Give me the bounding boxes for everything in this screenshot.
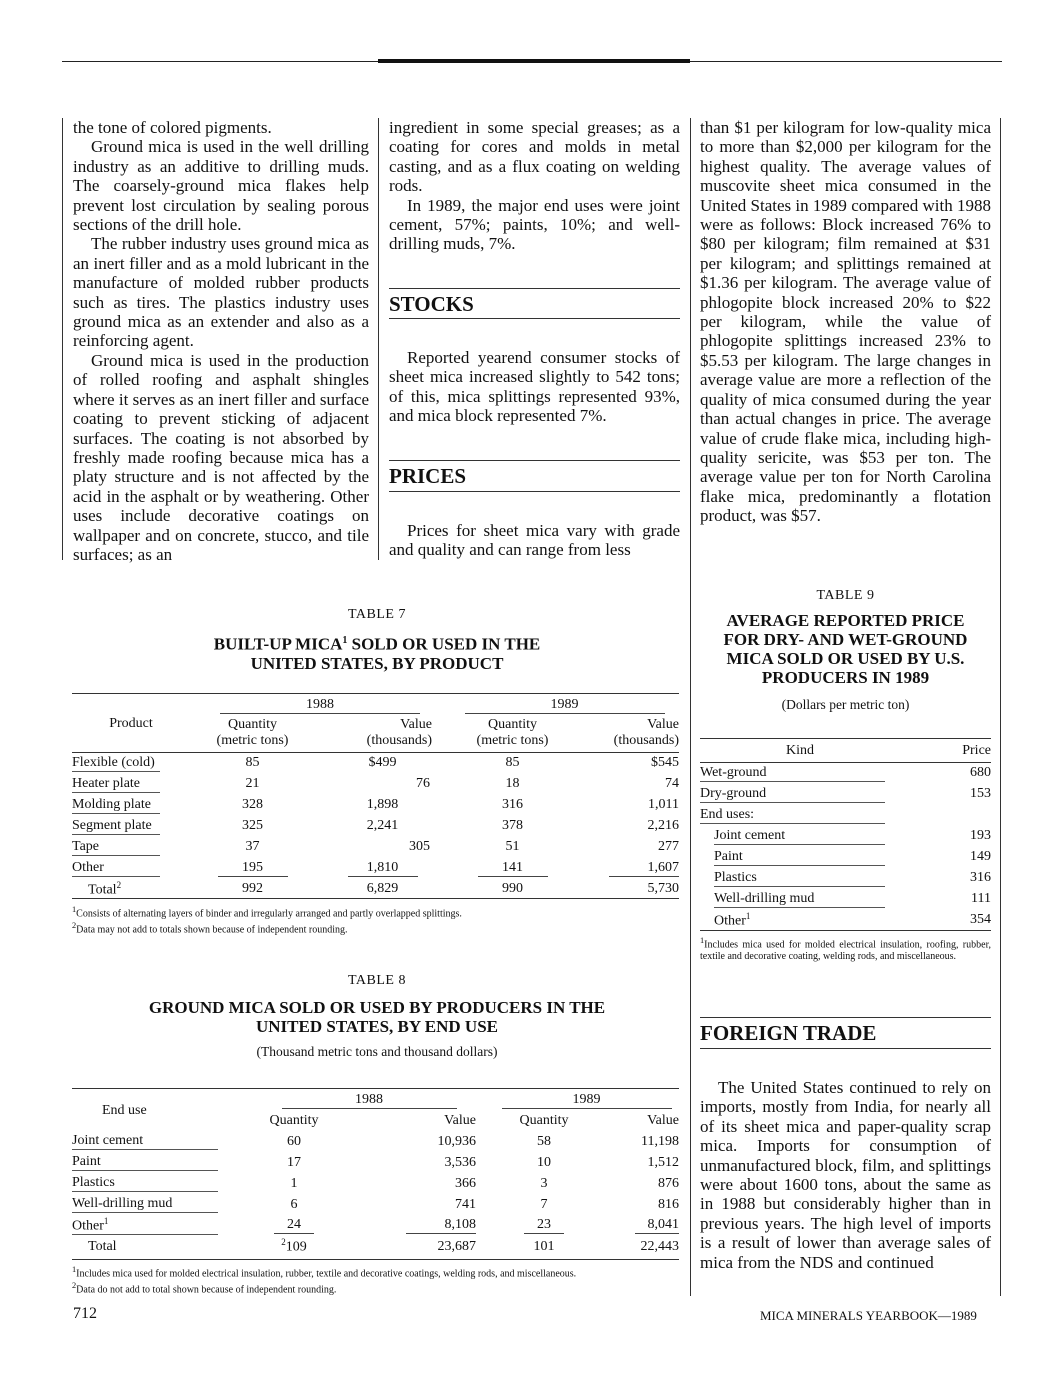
row-label: Molding plate (72, 797, 160, 814)
header-text: Value (400, 716, 432, 732)
column-divider (1000, 118, 1001, 1296)
stocks-text (389, 348, 680, 426)
paragraph: Ground mica is used in the well drilling industry as an additive to drilling muds. The coarsely-ground mica flakes help prevent lost circulation by sealing porous sections of the drill hole. (73, 137, 369, 235)
table8-footnote (72, 1264, 682, 1297)
header-kind: Kind (786, 743, 814, 759)
row-label: Joint cement (714, 828, 885, 845)
table-row (700, 784, 991, 805)
row-label-cell (72, 837, 190, 858)
row-label: Dry-ground (700, 786, 885, 803)
cell-value: 2,241 (366, 818, 399, 833)
cell-quantity: 141 (478, 860, 548, 877)
row-label-cell (700, 784, 900, 805)
cell-quantity: 101 (533, 1238, 555, 1254)
table-row (72, 837, 679, 858)
table-row (72, 858, 679, 879)
cell-price: 149 (970, 849, 991, 864)
year-label: 1988 (220, 697, 420, 714)
table-title (700, 611, 991, 687)
year-label: 1989 (465, 697, 665, 714)
row-label: Well-drilling mud (72, 1196, 218, 1213)
table-header-row (72, 696, 679, 714)
table-row (72, 774, 679, 795)
table7 (72, 696, 679, 900)
table7-footnote (72, 904, 682, 937)
section-heading-foreign-trade: FOREIGN TRADE (700, 1021, 877, 1045)
header-year-1988 (244, 1091, 494, 1110)
cell-quantity-wrap (494, 1215, 594, 1236)
cell-value: 1,810 (348, 860, 418, 877)
cell-value: 3,536 (444, 1154, 476, 1170)
section-rule (389, 491, 680, 492)
table-title-part: SOLD OR USED IN THE (347, 634, 541, 654)
page-number: 712 (73, 1305, 97, 1322)
table8-caption (72, 973, 682, 1060)
header-value (315, 714, 450, 752)
table-rule (700, 930, 991, 931)
cell-price: 111 (971, 891, 991, 906)
header-value (575, 714, 679, 752)
cell-value: 23,687 (437, 1238, 476, 1254)
cell-quantity: 378 (502, 818, 523, 833)
cell-value: $545 (651, 755, 679, 770)
cell-value: 277 (658, 839, 679, 854)
column-divider (378, 118, 379, 560)
row-label: Well-drilling mud (714, 891, 885, 908)
table-title (72, 631, 682, 673)
table-title-part: BUILT-UP MICA (213, 634, 343, 654)
cell-quantity: 24 (274, 1217, 314, 1234)
cell-quantity: 23 (524, 1217, 564, 1234)
cell-value: 1,011 (648, 797, 679, 812)
header-quantity: Quantity (519, 1112, 569, 1128)
cell-value: 305 (409, 839, 430, 854)
section-rule (389, 460, 680, 461)
row-label: Paint (72, 1154, 218, 1171)
table-rule (72, 898, 679, 899)
cell-price: 680 (970, 765, 991, 780)
table8 (72, 1091, 679, 1257)
body-column-2 (389, 118, 680, 254)
cell-quantity: 51 (505, 839, 520, 854)
table-subtitle: (Thousand metric tons and thousand dollars) (256, 1044, 498, 1059)
row-label: Segment plate (72, 818, 160, 835)
footnote-text: Data do not add to total shown because of independent rounding. (76, 1284, 337, 1296)
section-rule (389, 288, 680, 289)
paragraph: than $1 per kilogram for low-quality mica to more than $2,000 per kilogram for the highest quality. The average values of muscovite sheet mica consumed in the United States in 1989 compared with 1988 were as follows: Block increased 76% to $80 per kilogram; film remained at $31 per kilogram; and splittings remained at $1.36 per kilogram. The average value of phlogopite block increased 20% to $22 per kilogram, while the value of phlogopite splittings increased 23% to $5.53 per kilogram. The large changes in average value are more a reflection of the quality of mica consumed during the year than actual changes in price. The average value of crude flake mica, including high-quality sericite, was $53 per ton. The average value per ton for North Carolina flake mica, predominantly a flotation product, was $57. (700, 118, 991, 526)
table-title-line: PRODUCERS IN 1989 (761, 668, 930, 687)
cell-quantity: 3 (540, 1175, 548, 1191)
table7-caption (72, 607, 682, 673)
cell-value: 6,829 (366, 881, 399, 896)
paragraph: Prices for sheet mica vary with grade and quality and can range from less (389, 521, 680, 560)
header-year-1989 (494, 1091, 679, 1110)
table-rule (700, 738, 991, 739)
section-rule (389, 318, 680, 319)
footnote-text: Includes mica used for molded electrical insulation, rubber, textile and decorative coatings, welding rods, and miscellaneous. (76, 1268, 577, 1280)
cell-value: 22,443 (640, 1238, 679, 1254)
cell-quantity: 17 (287, 1154, 301, 1170)
column-divider (62, 118, 63, 560)
body-column-3 (700, 118, 991, 526)
cell-value: 1,512 (647, 1154, 679, 1170)
row-label-cell (72, 1131, 244, 1152)
row-label: Other (714, 913, 746, 929)
paragraph: the tone of colored pigments. (73, 118, 272, 137)
header-year-1988 (190, 696, 450, 714)
row-label-cell (700, 805, 900, 826)
row-label: Other (72, 1218, 104, 1234)
table9-caption (700, 588, 991, 713)
cell-quantity-wrap (190, 858, 315, 879)
footnote-marker: 2 (281, 1237, 286, 1248)
paragraph: ingredient in some special greases; as a coating for cores and molds in metal casting, and as a flux coating on welding rods. (389, 118, 680, 196)
table-row (72, 1194, 679, 1215)
cell-value: 74 (665, 776, 679, 791)
header-quantity (190, 714, 315, 752)
cell-value: 8,041 (635, 1217, 679, 1234)
paragraph: In 1989, the major end uses were joint cement, 57%; paints, 10%; and well-drilling muds, 7%. (389, 195, 680, 254)
row-label-cell (72, 795, 190, 816)
cell-price: 153 (970, 786, 991, 801)
cell-value-wrap (575, 858, 679, 879)
header-text: Quantity (488, 716, 537, 732)
row-label: Paint (714, 849, 885, 866)
table-row (72, 816, 679, 837)
cell-value: 10,936 (437, 1133, 476, 1149)
header-text: Value (647, 716, 679, 732)
cell-value: 741 (455, 1196, 476, 1212)
header-text: Quantity (228, 716, 277, 732)
header-year-1989 (450, 696, 679, 714)
row-label-cell (72, 816, 190, 837)
cell-value: 76 (416, 776, 430, 791)
table9-footnote (700, 935, 991, 963)
header-enduse: End use (102, 1103, 147, 1118)
footnote-text: Includes mica used for molded electrical insulation, roofing, rubber, textile and decorative coating, welding rods, and miscellaneous. (700, 939, 991, 963)
body-column-1 (73, 118, 369, 564)
table-title-part: GROUND MICA SOLD OR USED BY PRODUCERS IN THE (148, 998, 606, 1017)
cell-value: 1,607 (609, 860, 679, 877)
footnote-marker: 1 (103, 1215, 109, 1226)
row-label: Heater plate (72, 776, 160, 793)
table-total-row (72, 879, 679, 900)
footnote-marker: 1 (745, 910, 751, 921)
footnote-marker: 2 (72, 921, 77, 931)
cell-value: 11,198 (641, 1133, 679, 1149)
table-rule (72, 1259, 679, 1260)
table-rule (72, 693, 679, 694)
header-price: Price (962, 743, 991, 759)
row-label-cell (700, 868, 900, 889)
year-label: 1988 (282, 1092, 457, 1109)
row-label-cell (700, 847, 900, 868)
cell-quantity: 85 (505, 755, 520, 770)
row-label: Joint cement (72, 1133, 218, 1150)
table-label: TABLE 8 (348, 973, 406, 988)
table-row (700, 910, 991, 931)
cell-quantity: 85 (245, 755, 260, 770)
cell-value: $499 (368, 755, 397, 770)
footnote-marker: 1 (72, 1265, 77, 1274)
year-label: 1989 (502, 1092, 672, 1109)
cell-value: 8,108 (406, 1217, 476, 1234)
cell-quantity: 195 (218, 860, 288, 877)
table-header-row (700, 741, 991, 762)
cell-quantity: 109 (285, 1239, 307, 1255)
cell-quantity-wrap (244, 1236, 344, 1257)
cell-quantity: 6 (290, 1196, 298, 1212)
cell-price: 354 (970, 912, 991, 927)
footnote (72, 904, 682, 920)
footnote-text: Consists of alternating layers of binder and irregularly arranged and partly overlapped splittings. (76, 908, 462, 920)
total-label: Total (88, 882, 117, 898)
table-title-part: UNITED STATES, BY PRODUCT (250, 653, 504, 673)
paragraph: The United States continued to rely on imports, mostly from India, for nearly all of its sheet mica and paper-quality scrap mica. Imports for consumption of unmanufactured block, film, and splittings were about 1600 tons, about the same as in 1988 but considerably higher than in previous years. The high level of imports is a result of lower than average sales of mica from the NDS and continued (700, 1078, 991, 1272)
cell-quantity: 60 (287, 1133, 301, 1149)
row-label: Plastics (714, 870, 885, 887)
table9 (700, 741, 991, 931)
cell-quantity-wrap (450, 858, 575, 879)
header-text: (metric tons) (216, 732, 289, 748)
table-row (72, 1152, 679, 1173)
footnote-marker: 2 (72, 1281, 77, 1291)
total-label-cell (72, 879, 190, 900)
table-rule (72, 1088, 679, 1089)
table-title-line: AVERAGE REPORTED PRICE (726, 611, 965, 630)
table-row (72, 1215, 679, 1236)
row-label-cell (72, 858, 190, 879)
cell-value-wrap (594, 1215, 679, 1236)
table-title-line: MICA SOLD OR USED BY U.S. (726, 649, 965, 668)
table-row (700, 868, 991, 889)
row-label-cell (72, 1194, 244, 1215)
header-quantity (450, 714, 575, 752)
row-label: End uses: (700, 807, 885, 824)
table-row (700, 826, 991, 847)
cell-quantity: 316 (502, 797, 523, 812)
row-label: Flexible (cold) (72, 755, 160, 772)
table-label: TABLE 9 (816, 588, 875, 603)
header-value: Value (647, 1112, 679, 1128)
section-heading-stocks: STOCKS (389, 292, 474, 316)
table-header-row (72, 1091, 679, 1110)
table-row (700, 763, 991, 784)
cell-value-wrap (344, 1215, 494, 1236)
table-title-line: FOR DRY- AND WET-GROUND (723, 630, 968, 649)
running-footer: MICA MINERALS YEARBOOK—1989 (760, 1308, 977, 1323)
table-row (72, 795, 679, 816)
paragraph: Reported yearend consumer stocks of sheet mica increased slightly to 542 tons; of this, mica splittings represented 93%, and mica block represented 7%. (389, 348, 680, 426)
row-label-cell (72, 1173, 244, 1194)
row-label: Tape (72, 839, 160, 856)
table-row (72, 1131, 679, 1152)
table-title-part: UNITED STATES, BY END USE (255, 1017, 498, 1036)
section-rule (700, 1048, 991, 1049)
cell-value: 876 (658, 1175, 679, 1191)
header-text: (thousands) (366, 732, 432, 748)
table-row (72, 1173, 679, 1194)
footnote-marker: 1 (700, 936, 705, 945)
cell-value: 1,898 (366, 797, 399, 812)
footnote (72, 1264, 682, 1280)
cell-quantity: 7 (540, 1196, 548, 1212)
cell-value: 2,216 (647, 818, 679, 833)
cell-quantity: 325 (242, 818, 263, 833)
cell-quantity: 58 (537, 1133, 551, 1149)
footnote (72, 920, 682, 936)
row-label: Plastics (72, 1175, 218, 1192)
cell-quantity: 328 (242, 797, 263, 812)
table-row (700, 889, 991, 910)
row-label-cell (72, 1152, 244, 1173)
cell-value: 5,730 (647, 881, 679, 896)
table-total-row (72, 1236, 679, 1257)
table-subtitle: (Dollars per metric ton) (781, 697, 910, 712)
foreign-trade-text (700, 1078, 991, 1272)
cell-quantity: 21 (245, 776, 260, 791)
header-text: (thousands) (613, 732, 679, 748)
row-label-cell (72, 753, 190, 774)
row-label-cell (72, 774, 190, 795)
table-row (700, 805, 991, 826)
row-label-cell (72, 1215, 244, 1236)
section-rule (700, 1017, 991, 1018)
cell-price: 193 (970, 828, 991, 843)
row-label-cell (700, 763, 900, 784)
header-text: (metric tons) (476, 732, 549, 748)
row-label-cell (700, 826, 900, 847)
cell-value: 816 (658, 1196, 679, 1212)
cell-price: 316 (970, 870, 991, 885)
header-product: Product (109, 716, 153, 731)
row-label: Wet-ground (700, 765, 885, 782)
footnote (72, 1280, 682, 1296)
cell-quantity: 990 (502, 881, 523, 896)
cell-quantity: 1 (290, 1175, 298, 1191)
paragraph: Ground mica is used in the production of rolled roofing and asphalt shingles where it serves as an inert filler and surface coating to prevent sticking of adjacent surfaces. The coating is not absorbed by freshly made roofing because mica has a platy structure and is not affected by the acid in the asphalt or by weathering. Other uses include decorative coatings on wallpaper and on concrete, stucco, and tile surfaces; as an (73, 350, 369, 564)
row-label-cell (700, 910, 900, 931)
paragraph: The rubber industry uses ground mica as an inert filler and as a mold lubricant in the manufacture of molded rubber products such as tires. The plastics industry uses ground mica as an extender and also as a reinforcing agent. (73, 234, 369, 351)
footnote-marker: 1 (342, 635, 348, 646)
top-rule-thick (378, 59, 690, 63)
cell-quantity: 18 (505, 776, 520, 791)
footnote-text: Data may not add to totals shown because of independent rounding. (76, 924, 348, 936)
footnote-marker: 2 (116, 879, 122, 890)
footnote-marker: 1 (72, 905, 77, 914)
prices-text (389, 521, 680, 560)
cell-value-wrap (315, 858, 450, 879)
cell-quantity: 37 (245, 839, 260, 854)
cell-value: 366 (455, 1175, 476, 1191)
cell-quantity-wrap (244, 1215, 344, 1236)
cell-quantity: 992 (242, 881, 263, 896)
section-heading-prices: PRICES (389, 464, 467, 488)
table-title (72, 998, 682, 1036)
row-label: Other (72, 860, 160, 877)
total-label: Total (88, 1238, 117, 1254)
table-row (700, 847, 991, 868)
cell-quantity: 10 (537, 1154, 551, 1170)
header-value: Value (444, 1112, 476, 1128)
table-row (72, 753, 679, 774)
row-label-cell (700, 889, 900, 910)
header-quantity: Quantity (269, 1112, 319, 1128)
table-label: TABLE 7 (348, 607, 406, 622)
column-divider (690, 118, 691, 1296)
